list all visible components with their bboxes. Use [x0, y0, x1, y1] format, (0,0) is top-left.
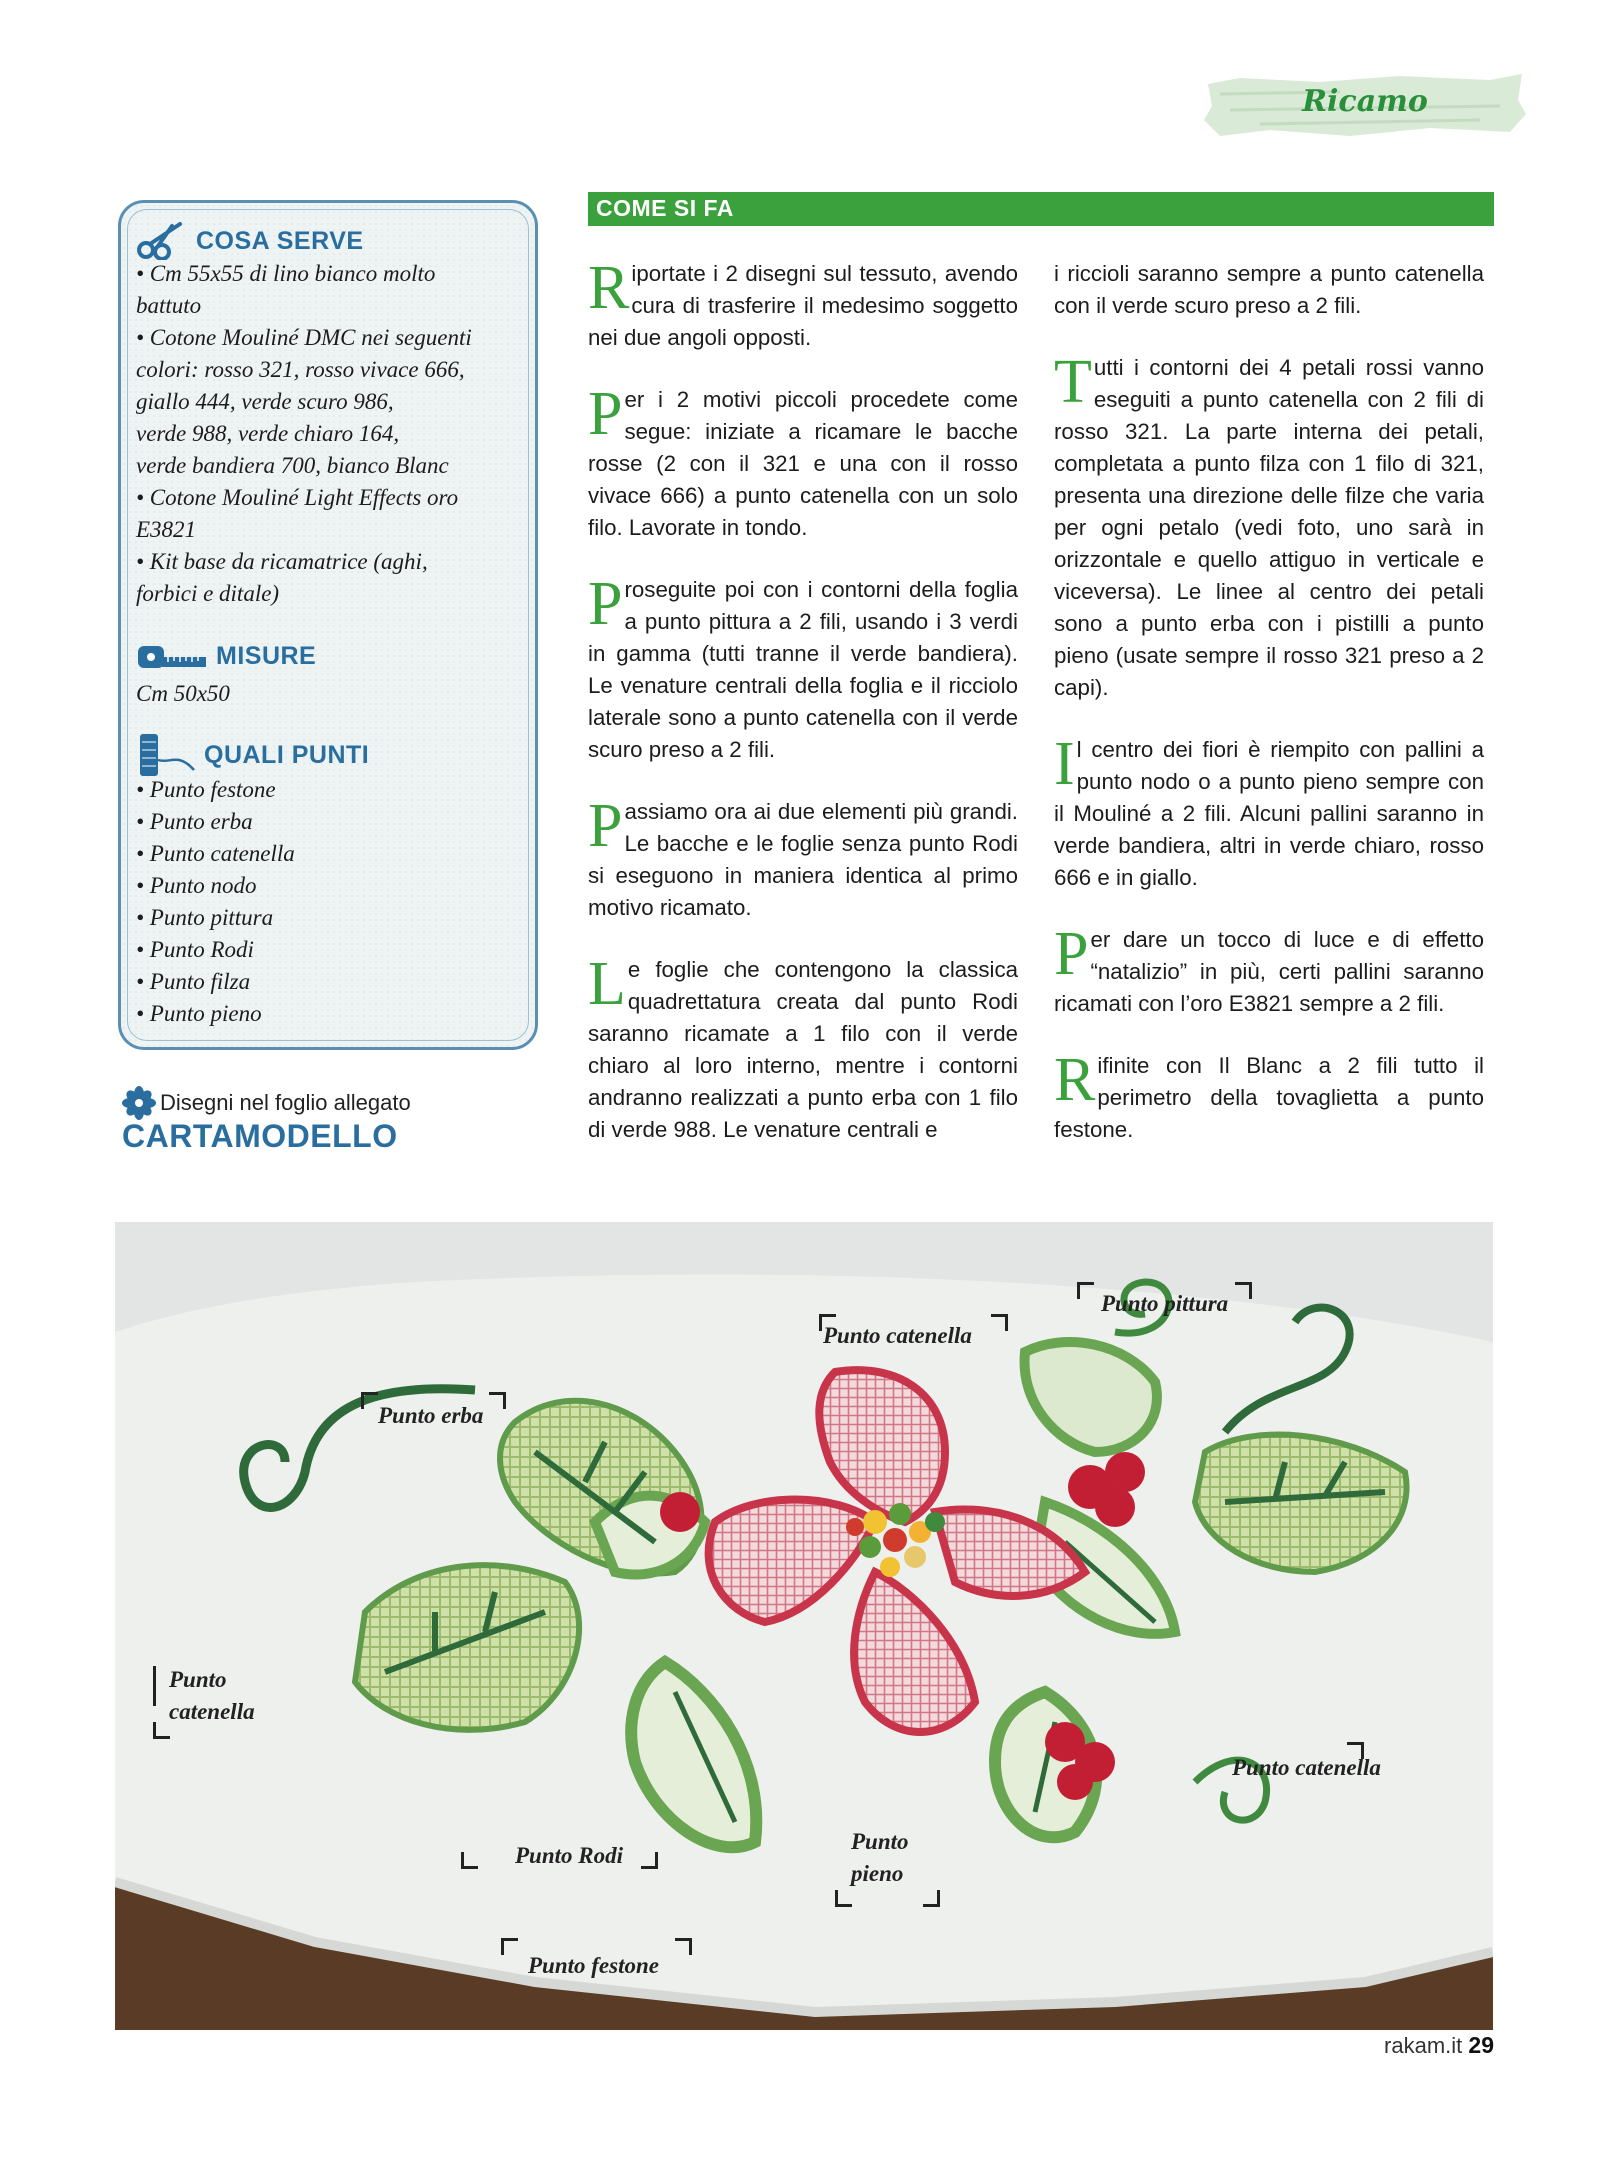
- callout-punto-festone: Punto festone: [528, 1953, 659, 1978]
- misure-title: MISURE: [216, 642, 317, 670]
- list-item: forbici e ditale): [136, 581, 280, 606]
- scissors-icon: [136, 222, 188, 260]
- callout-punto-erba: Punto erba: [378, 1403, 484, 1428]
- list-item: • Punto filza: [136, 969, 251, 994]
- callout-punto-catenella-right: Punto catenella: [1232, 1755, 1381, 1780]
- paragraph: Riportate i 2 disegni sul tessuto, avendo cura di trasferire il medesimo soggetto nei due angoli opposti.: [588, 254, 1018, 350]
- callout-bracket: [835, 1890, 852, 1907]
- drop-cap: R: [588, 254, 630, 322]
- list-item: E3821: [136, 517, 197, 542]
- drop-cap: P: [588, 570, 623, 638]
- callout-bracket: [489, 1392, 506, 1409]
- callout-punto-catenella-top: Punto catenella: [823, 1323, 972, 1348]
- list-item: verde bandiera 700, bianco Blanc: [136, 453, 449, 478]
- instructions-column-2: [1054, 258, 1484, 1176]
- list-item: colori: rosso 321, rosso vivace 666,: [136, 357, 465, 382]
- drop-cap: P: [588, 380, 623, 448]
- callout-bracket: [675, 1938, 692, 1955]
- section-tag: [1200, 70, 1530, 142]
- paragraph: Il centro dei fiori è riempito con pallini a punto nodo o a punto pieno sempre con il Mouliné a 2 fili. Alcuni pallini saranno in verde bandiera, altri in verde chiaro, rosso 666 e in giallo.: [1054, 730, 1484, 890]
- paragraph: Le foglie che contengono la classica quadrettatura creata dal punto Rodi saranno ricamate a 1 filo con il verde chiaro al loro interno, mentre i contorni andranno realizzati a punto erba con 1 filo di verde 988. Le venature centrali e: [588, 950, 1018, 1142]
- list-item: • Punto erba: [136, 809, 253, 834]
- list-item: • Punto catenella: [136, 841, 295, 866]
- callout-punto-pieno: Punto pieno: [851, 1829, 909, 1886]
- instructions-column-1: [588, 254, 1018, 1176]
- quali-punti-heading: [136, 730, 369, 780]
- paragraph: i riccioli saranno sempre a punto catenella con il verde scuro preso a 2 fili.: [1054, 261, 1484, 318]
- drop-cap: L: [588, 950, 626, 1018]
- callout-bracket: [153, 1666, 170, 1706]
- callout-bracket: [1235, 1282, 1252, 1299]
- paragraph: Passiamo ora ai due elementi più grandi. Le bacche e le foglie senza punto Rodi si eseguono in maniera identica al primo motivo ricamato.: [588, 792, 1018, 920]
- measuring-tape-icon: [136, 643, 208, 671]
- quali-punti-list: [136, 774, 536, 1030]
- cartamodello-text: Disegni nel foglio allegato: [160, 1090, 411, 1115]
- drop-cap: R: [1054, 1046, 1096, 1114]
- list-item: • Punto nodo: [136, 873, 257, 898]
- paragraph: Rifinite con Il Blanc a 2 fili tutto il perimetro della tovaglietta a punto festone.: [1054, 1046, 1484, 1142]
- thread-spool-icon: [136, 730, 196, 780]
- callout-bracket: [361, 1392, 378, 1409]
- page-footer: [1384, 2032, 1494, 2059]
- list-item: • Cotone Mouliné Light Effects oro: [136, 485, 459, 510]
- callout-punto-pittura: Punto pittura: [1101, 1291, 1229, 1316]
- callout-bracket: [1347, 1742, 1364, 1759]
- paragraph: Tutti i contorni dei 4 petali rossi vanno eseguiti a punto catenella con 2 fili di rosso 321. La parte interna dei petali, completata a punto filza con 1 filo di 321, presenta una direzione delle filze che varia per ogni petalo (vedi foto, uno sarà in orizzontale e quello attiguo in verticale e viceversa). Le linee al centro dei petali sono a punto erba con i pistilli a punto pieno (usate sempre il rosso 321 preso a 2 capi).: [1054, 348, 1484, 700]
- site-name: rakam.it: [1384, 2033, 1463, 2058]
- list-item: • Cm 55x55 di lino bianco molto: [136, 261, 436, 286]
- poinsettia-embroidery-illustration: [115, 1222, 1493, 2030]
- section-tag-label: Ricamo: [1302, 84, 1428, 119]
- come-si-fa-header: [588, 192, 1494, 226]
- list-item: • Cotone Mouliné DMC nei seguenti: [136, 325, 472, 350]
- callout-punto-catenella-left: Punto catenella: [169, 1667, 255, 1724]
- cosa-serve-list: [136, 258, 536, 610]
- callout-bracket: [923, 1890, 940, 1907]
- paragraph: Per dare un tocco di luce e di effetto “natalizio” in più, certi pallini saranno ricamati con l’oro E3821 sempre a 2 fili.: [1054, 920, 1484, 1016]
- asterisk-flower-icon: [122, 1086, 156, 1120]
- list-item: giallo 444, verde scuro 986,: [136, 389, 394, 414]
- list-item: • Punto festone: [136, 777, 276, 802]
- list-item: • Punto pittura: [136, 905, 274, 930]
- come-si-fa-title: COME SI FA: [596, 195, 734, 221]
- misure-value: Cm 50x50: [136, 681, 230, 706]
- list-item: • Kit base da ricamatrice (aghi,: [136, 549, 428, 574]
- cosa-serve-heading: [136, 222, 364, 260]
- callout-bracket: [819, 1314, 836, 1331]
- misure-heading: [136, 642, 316, 671]
- callout-bracket: [641, 1852, 658, 1869]
- list-item: verde 988, verde chiaro 164,: [136, 421, 400, 446]
- drop-cap: P: [1054, 920, 1089, 988]
- callout-bracket: [1077, 1282, 1094, 1299]
- embroidery-photo: [115, 1222, 1493, 2030]
- callout-bracket: [461, 1852, 478, 1869]
- callout-punto-rodi: Punto Rodi: [515, 1843, 624, 1868]
- callout-bracket: [991, 1314, 1008, 1331]
- drop-cap: P: [588, 792, 623, 860]
- list-item: • Punto pieno: [136, 1001, 262, 1026]
- paragraph: Per i 2 motivi piccoli procedete come segue: iniziate a ricamare le bacche rosse (2 con il 321 e una con il rosso vivace 666) a punto catenella con un solo filo. Lavorate in tondo.: [588, 380, 1018, 540]
- cosa-serve-title: COSA SERVE: [196, 226, 364, 255]
- list-item: • Punto Rodi: [136, 937, 254, 962]
- list-item: battuto: [136, 293, 202, 318]
- page-number: 29: [1468, 2032, 1494, 2058]
- drop-cap: I: [1054, 730, 1075, 798]
- callout-bracket: [501, 1938, 518, 1955]
- paragraph: Proseguite poi con i contorni della foglia a punto pittura a 2 fili, usando i 3 verdi in gamma (tutti tranne il verde bandiera). Le venature centrali della foglia e il ricciolo laterale sono a punto catenella con il verde scuro preso a 2 fili.: [588, 570, 1018, 762]
- callout-bracket: [153, 1722, 170, 1739]
- drop-cap: T: [1054, 348, 1092, 416]
- cartamodello-title: CARTAMODELLO: [122, 1118, 398, 1154]
- cartamodello-note: [122, 1086, 411, 1155]
- quali-punti-title: QUALI PUNTI: [204, 740, 370, 769]
